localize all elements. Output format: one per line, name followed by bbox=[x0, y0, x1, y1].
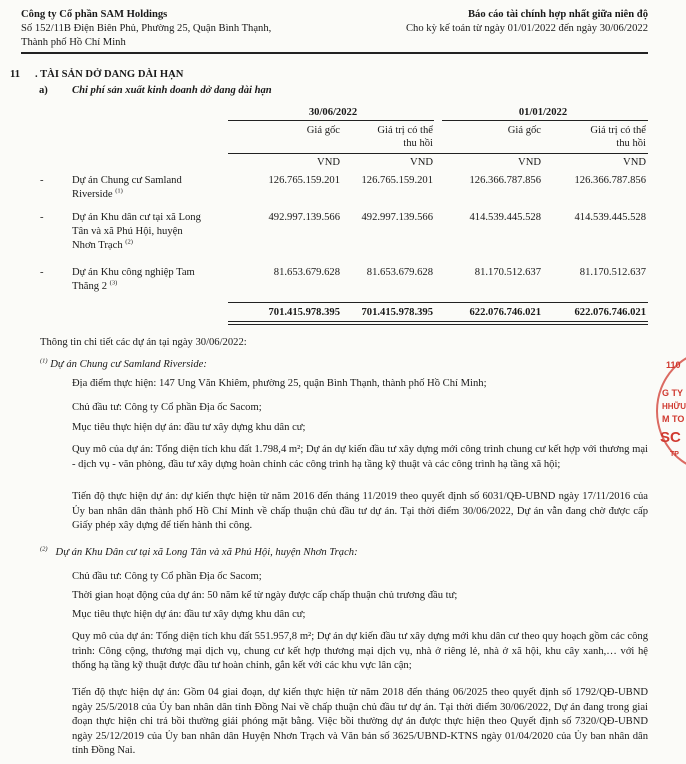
col-header-cost-2: Giá gốc bbox=[507, 125, 541, 136]
company-address-line1: Số 152/11B Điện Biên Phủ, Phường 25, Quận Bình Thạnh, bbox=[21, 23, 272, 34]
row-name-line2: Tân và xã Phú Hội, huyện bbox=[72, 226, 183, 237]
period-header-2: 01/01/2022 bbox=[518, 107, 568, 118]
subsection-title: Chi phí sản xuất kinh doanh dở dang dài hạn bbox=[72, 85, 272, 96]
project1-item: Chủ đầu tư: Công ty Cổ phần Địa ốc Sacom; bbox=[72, 402, 262, 413]
totals-double-underline bbox=[228, 321, 648, 325]
row-note: (3) bbox=[109, 279, 118, 287]
section-number: 11 bbox=[10, 69, 21, 80]
currency-4: VND bbox=[623, 157, 646, 168]
row-value-cost-2: 126.366.787.856 bbox=[469, 175, 541, 186]
seal-text: M TO bbox=[662, 414, 685, 424]
row-value-cost-1: 492.997.139.566 bbox=[268, 212, 340, 223]
total-recoverable-2: 622.076.746.021 bbox=[574, 307, 646, 318]
col-header-cost-1: Giá gốc bbox=[306, 125, 340, 136]
period-header-1: 30/06/2022 bbox=[308, 107, 358, 118]
col-header-recoverable-1-l1: Giá trị có thể bbox=[377, 125, 433, 136]
row-value-recoverable-2: 414.539.445.528 bbox=[574, 212, 646, 223]
seal-text: G TY bbox=[662, 388, 684, 398]
row-value-recoverable-2: 81.170.512.637 bbox=[579, 267, 646, 278]
seal-text: SC bbox=[660, 429, 681, 446]
project1-item: Mục tiêu thực hiện dự án: đầu tư xây dựng khu dân cư; bbox=[72, 422, 306, 433]
row-value-cost-2: 414.539.445.528 bbox=[469, 212, 541, 223]
row-value-recoverable-1: 81.653.679.628 bbox=[366, 267, 433, 278]
project1-item: Quy mô của dự án: Tổng diện tích khu đất 1.798,4 m²; Dự án dự kiến đầu tư xây dựng mới công trình chung cư kết hợp với thương mại - dịch vụ - văn phòng, đầu tư xây dựng hoàn chỉnh các công trình hạ tầng kỹ thuật và các công trình hạ tầng xã hội; bbox=[72, 444, 648, 470]
row-value-recoverable-1: 492.997.139.566 bbox=[361, 212, 433, 223]
row-name-line1: Dự án Khu công nghiệp Tam bbox=[72, 267, 195, 278]
project2-item: Thời gian hoạt động của dự án: 50 năm kể từ ngày được cấp chấp thuận chủ trương đầu tư; bbox=[72, 590, 458, 601]
total-cost-2: 622.076.746.021 bbox=[469, 307, 541, 318]
row-name-line2: Thăng 2 $^{(3)}$ bbox=[72, 279, 118, 292]
row-value-recoverable-2: 126.366.787.856 bbox=[574, 175, 646, 186]
col-header-divider bbox=[228, 153, 648, 154]
row-value-cost-1: 126.765.159.201 bbox=[268, 175, 340, 186]
total-cost-1: 701.415.978.395 bbox=[268, 307, 340, 318]
totals-top-line bbox=[228, 302, 648, 303]
company-address-line2: Thành phố Hồ Chí Minh bbox=[21, 37, 126, 48]
details-intro: Thông tin chi tiết các dự án tại ngày 30/06/2022: bbox=[40, 337, 247, 348]
row-value-cost-1: 81.653.679.628 bbox=[273, 267, 340, 278]
seal-text: 110 bbox=[666, 360, 681, 370]
row-name-line3: Nhơn Trạch $^{(2)}$ bbox=[72, 238, 133, 251]
header-divider bbox=[21, 52, 648, 54]
project1-note: (1) bbox=[40, 357, 48, 365]
row-note: (1) bbox=[115, 187, 123, 195]
col-header-recoverable-1-l2: thu hồi bbox=[403, 138, 433, 149]
col-header-recoverable-2-l1: Giá trị có thể bbox=[590, 125, 646, 136]
company-seal bbox=[646, 350, 686, 470]
row-bullet: - bbox=[40, 267, 44, 278]
report-period: Cho kỳ kế toán từ ngày 01/01/2022 đến ngày 30/06/2022 bbox=[405, 23, 648, 34]
project2-item: Tiến độ thực hiện dự án: Gồm 04 giai đoạn, dự kiến thực hiện từ năm 2018 đến tháng 06/2025 theo quyết định số 1792/QĐ-UBND ngày 25/5/2018 của Ủy ban nhân dân tỉnh Đồng Nai về chấp thuận chủ đầu tư dự án. Tại thời điểm 30/06/2022, Dự án đang trong giai đoạn thực hiện chi trả bồi thường giải phóng mặt bằng. Việc bồi thường dự án được thực hiện theo Quyết định số 7320/QĐ-UBND ngày 25/12/2019 của Ủy ban nhân dân Huyện Nhơn Trạch và Văn bản số 3625/UBND-KTNS ngày 01/04/2020 của Ủy ban nhân dân tỉnh Đồng Nai. bbox=[72, 687, 648, 756]
seal-text: TP bbox=[670, 451, 679, 458]
company-name: Công ty Cổ phần SAM Holdings bbox=[21, 9, 168, 20]
currency-2: VND bbox=[410, 157, 433, 168]
section-title: . TÀI SẢN DỞ DANG DÀI HẠN bbox=[35, 69, 184, 80]
row-value-recoverable-1: 126.765.159.201 bbox=[361, 175, 433, 186]
project2-item: Chủ đầu tư: Công ty Cổ phần Địa ốc Sacom; bbox=[72, 571, 262, 582]
report-title: Báo cáo tài chính hợp nhất giữa niên độ bbox=[467, 9, 648, 20]
project1-item: Tiến độ thực hiện dự án: dự kiến thực hiện từ năm 2016 đến tháng 11/2019 theo quyết định số 6031/QĐ-UBND ngày 17/11/2016 của Ủy ban nhân dân thành phố Hồ Chí Minh về chấp thuận chủ đầu tư dự án. Tại thời điểm 30/06/2022, Dự án vẫn đang chờ được cấp Giấy phép xây dựng để tiến hành thi công. bbox=[72, 491, 648, 531]
row-bullet: - bbox=[40, 175, 44, 186]
row-value-cost-2: 81.170.512.637 bbox=[474, 267, 541, 278]
col-header-recoverable-2-l2: thu hồi bbox=[616, 138, 646, 149]
project1-heading: $^{(1)}$ Dự án Chung cư Samland Riverside: bbox=[40, 357, 207, 370]
row-name-line2: Riverside $^{(1)}$ bbox=[72, 187, 123, 200]
row-name-line1: Dự án Chung cư Samland bbox=[72, 175, 182, 186]
project2-note: (2) bbox=[40, 545, 48, 553]
seal-text: HHỮU bbox=[662, 402, 686, 411]
project2-item: Mục tiêu thực hiện dự án: đầu tư xây dựng khu dân cư; bbox=[72, 609, 306, 620]
subsection-label: a) bbox=[39, 85, 48, 96]
row-note: (2) bbox=[125, 238, 133, 246]
row-name-line1: Dự án Khu dân cư tại xã Long bbox=[72, 212, 201, 223]
project2-item: Quy mô của dự án: Tổng diện tích khu đất 551.957,8 m²; Dự án dự kiến đầu tư xây dựng mới khu dân cư theo quy hoạch gồm các công trình: Công cộng, thương mại dịch vụ, chung cư kết hợp thương mại dịch vụ, nhà ở riêng lẻ, nhà ở xã hội, khu cây xanh,… với hệ thống hạ tầng kỹ thuật được đầu tư hoàn chỉnh, gắn kết với các khu vực lân cận; bbox=[72, 631, 648, 671]
period-underline-1 bbox=[228, 120, 434, 121]
currency-3: VND bbox=[518, 157, 541, 168]
row-bullet: - bbox=[40, 212, 44, 223]
project2-heading: $^{(2)}$ Dự án Khu Dân cư tại xã Long Tân và xã Phú Hội, huyện Nhơn Trạch: bbox=[40, 545, 358, 558]
total-recoverable-1: 701.415.978.395 bbox=[361, 307, 433, 318]
currency-1: VND bbox=[317, 157, 340, 168]
period-underline-2 bbox=[442, 120, 648, 121]
project1-item: Địa điểm thực hiện: 147 Ung Văn Khiêm, phường 25, quận Bình Thạnh, thành phố Hồ Chí Minh; bbox=[72, 378, 487, 389]
